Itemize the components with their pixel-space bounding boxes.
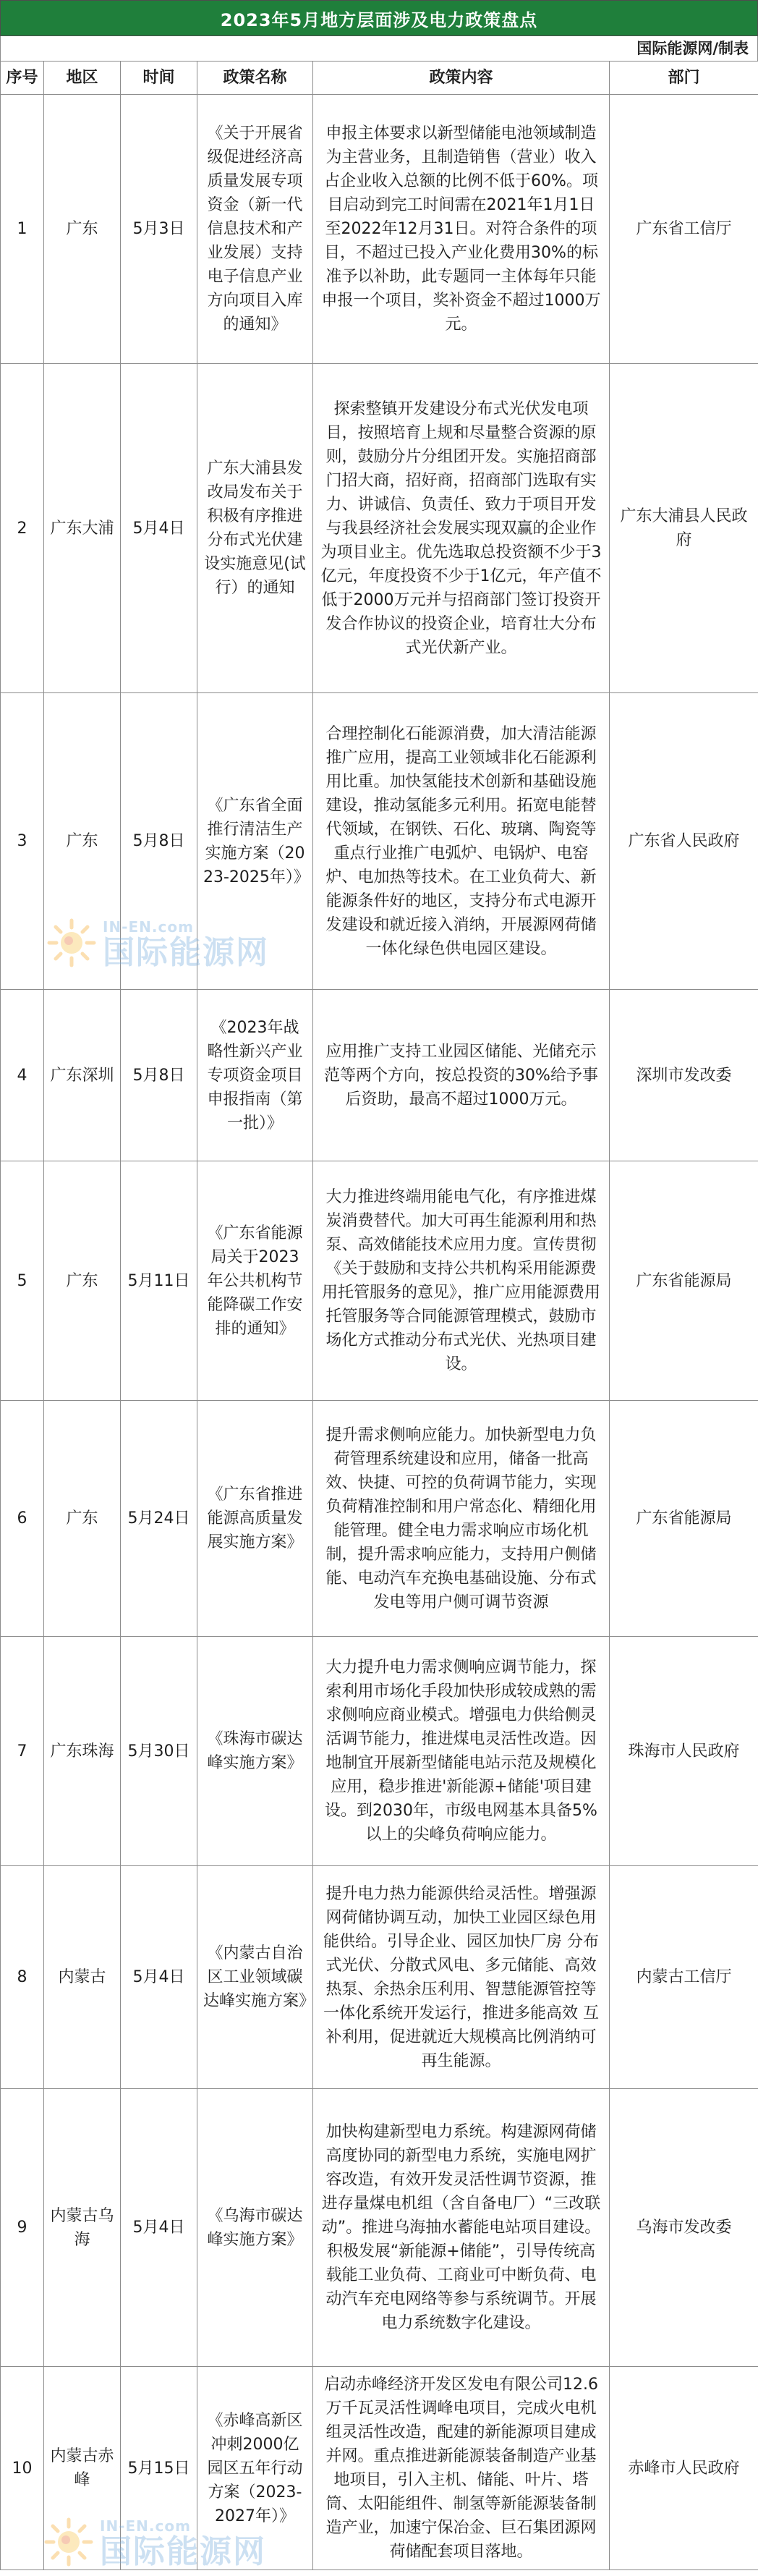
cell-policy-content: 探索整镇开发建设分布式光伏发电项目，按照培育上规和尽量整合资源的原则，鼓励分片分组团开发。实施招商部门招大商，招好商，招商部门选取有实力、讲诚信、负责任、致力于项目开发与我县经济社会发展实现双赢的企业作为项目业主。优先选取总投资额不少于3亿元，年度投资不少于1亿元，年产值不低于2000万元并与招商部门签订投资开发合作协议的投资企业，培育壮大分布式光伏新产业。 <box>313 364 610 693</box>
cell-policy-name: 《2023年战略性新兴产业专项资金项目申报指南（第一批）》 <box>197 990 313 1161</box>
page-title: 2023年5月地方层面涉及电力政策盘点 <box>0 0 758 36</box>
table-row <box>1 2089 758 2367</box>
cell-region: 广东 <box>44 1401 121 1637</box>
cell-date: 5月24日 <box>121 1401 197 1637</box>
cell-policy-content: 申报主体要求以新型储能电池领域制造为主营业务，且制造销售（营业）收入占企业收入总额的比例不低于60%。项目启动到完工时间需在2021年1月1日至2022年12月31日。对符合条件的项目，不超过已投入产业化费用30%的标准予以补助，此专题同一主体每年只能申报一个项目，奖补资金不超过1000万元。 <box>313 95 610 364</box>
cell-date: 5月8日 <box>121 990 197 1161</box>
cell-region: 广东大浦 <box>44 364 121 693</box>
cell-policy-content: 提升需求侧响应能力。加快新型电力负荷管理系统建设和应用，储备一批高效、快捷、可控的负荷调节能力，实现负荷精准控制和用户常态化、精细化用能管理。健全电力需求响应市场化机制，提升需求响应能力，支持用户侧储能、电动汽车充换电基础设施、分布式发电等用户侧可调节资源 <box>313 1401 610 1637</box>
cell-department: 内蒙古工信厅 <box>610 1866 758 2089</box>
cell-date: 5月4日 <box>121 1866 197 2089</box>
cell-region: 广东深圳 <box>44 990 121 1161</box>
cell-date: 5月15日 <box>121 2367 197 2570</box>
cell-policy-content: 启动赤峰经济开发区发电有限公司12.6万千瓦灵活性调峰电项目，完成火电机组灵活性改造，配建的新能源项目建成并网。重点推进新能源装备制造产业基地项目，引入主机、储能、叶片、塔筒、太阳能组件、制氢等新能源装备制造产业，加速宁保冶金、巨石集团源网荷储配套项目落地。 <box>313 2367 610 2570</box>
header-policy-content: 政策内容 <box>313 62 610 95</box>
cell-date: 5月3日 <box>121 95 197 364</box>
cell-index: 3 <box>1 693 44 990</box>
cell-index: 4 <box>1 990 44 1161</box>
cell-index: 5 <box>1 1161 44 1401</box>
cell-policy-name: 《广东省全面推行清洁生产实施方案（2023-2025年）》 <box>197 693 313 990</box>
cell-region: 广东 <box>44 95 121 364</box>
cell-department: 赤峰市人民政府 <box>610 2367 758 2570</box>
cell-policy-name: 《赤峰高新区冲刺2000亿园区五年行动方案（2023-2027年）》 <box>197 2367 313 2570</box>
cell-index: 1 <box>1 95 44 364</box>
cell-policy-name: 《关于开展省级促进经济高质量发展专项资金（新一代信息技术和产业发展）支持电子信息产业方向项目入库的通知》 <box>197 95 313 364</box>
watermark-en: IN-EN.com <box>103 918 194 936</box>
cell-policy-content: 大力提升电力需求侧响应调节能力，探索利用市场化手段加快形成较成熟的需求侧响应商业模式。增强电力供给侧灵活调节能力，推进煤电灵活性改造。因地制宜开展新型储能电站示范及规模化应用，稳步推进'新能源+储能'项目建设。到2030年，市级电网基本具备5%以上的尖峰负荷响应能力。 <box>313 1637 610 1866</box>
table-row <box>1 1161 758 1401</box>
table-header-row <box>1 62 758 95</box>
table-row <box>1 95 758 364</box>
cell-policy-name: 广东大浦县发改局发布关于积极有序推进分布式光伏建设实施意见(试行）的通知 <box>197 364 313 693</box>
table-row <box>1 2367 758 2570</box>
cell-date: 5月8日 <box>121 693 197 990</box>
cell-department: 广东大浦县人民政府 <box>610 364 758 693</box>
header-index: 序号 <box>1 62 44 95</box>
cell-department: 广东省工信厅 <box>610 95 758 364</box>
cell-department: 珠海市人民政府 <box>610 1637 758 1866</box>
cell-region: 内蒙古 <box>44 1866 121 2089</box>
cell-policy-content: 提升电力热力能源供给灵活性。增强源网荷储协调互动，加快工业园区绿色用能供给。引导企业、园区加快厂房 分布式光伏、分散式风电、多元储能、高效热泵、余热余压利用、智慧能源管控等一体化系统开发运行，推进多能高效 互补利用，促进就近大规模高比例消纳可再生能源。 <box>313 1866 610 2089</box>
watermark-cn: 国际能源网 <box>103 934 269 971</box>
watermark-cn: 国际能源网 <box>100 2533 266 2570</box>
cell-policy-name: 《乌海市碳达峰实施方案》 <box>197 2089 313 2367</box>
header-region: 地区 <box>44 62 121 95</box>
table-row <box>1 1637 758 1866</box>
cell-policy-content: 应用推广支持工业园区储能、光储充示范等两个方向，按总投资的30%给予事后资助，最高不超过1000万元。 <box>313 990 610 1161</box>
cell-department: 深圳市发改委 <box>610 990 758 1161</box>
watermark-en: IN-EN.com <box>100 2517 191 2535</box>
cell-department: 广东省人民政府 <box>610 693 758 990</box>
cell-department: 乌海市发改委 <box>610 2089 758 2367</box>
cell-policy-name: 《广东省推进能源高质量发展实施方案》 <box>197 1401 313 1637</box>
cell-region: 广东 <box>44 1161 121 1401</box>
cell-index: 6 <box>1 1401 44 1637</box>
cell-index: 7 <box>1 1637 44 1866</box>
cell-index: 10 <box>1 2367 44 2570</box>
cell-date: 5月4日 <box>121 2089 197 2367</box>
cell-policy-content: 大力推进终端用能电气化，有序推进煤炭消费替代。加大可再生能源利用和热泵、高效储能技术应用力度。宣传贯彻《关于鼓励和支持公共机构采用能源费用托管服务的意见》，推广应用能源费用托管服务等合同能源管理模式，鼓励市场化方式推动分布式光伏、光热项目建设。 <box>313 1161 610 1401</box>
table-row <box>1 364 758 693</box>
cell-index: 8 <box>1 1866 44 2089</box>
cell-region: 内蒙古乌海 <box>44 2089 121 2367</box>
cell-policy-name: 《广东省能源局关于2023年公共机构节能降碳工作安排的通知》 <box>197 1161 313 1401</box>
cell-policy-name: 《内蒙古自治区工业领域碳达峰实施方案》 <box>197 1866 313 2089</box>
cell-date: 5月4日 <box>121 364 197 693</box>
cell-region: 广东珠海 <box>44 1637 121 1866</box>
cell-index: 2 <box>1 364 44 693</box>
cell-policy-name: 《珠海市碳达峰实施方案》 <box>197 1637 313 1866</box>
credit-label: 国际能源网/制表 <box>0 36 758 61</box>
cell-region: 内蒙古赤峰 <box>44 2367 121 2570</box>
cell-date: 5月30日 <box>121 1637 197 1866</box>
cell-date: 5月11日 <box>121 1161 197 1401</box>
cell-region: 广东 <box>44 693 121 990</box>
cell-department: 广东省能源局 <box>610 1161 758 1401</box>
table-row <box>1 990 758 1161</box>
cell-policy-content: 合理控制化石能源消费，加大清洁能源推广应用，提高工业领域非化石能源利用比重。加快氢能技术创新和基础设施建设，推动氢能多元利用。拓宽电能替代领域，在钢铁、石化、玻璃、陶瓷等重点行业推广电弧炉、电锅炉、电窑炉、电加热等技术。在工业负荷大、新能源条件好的地区，支持分布式电源开发建设和就近接入消纳，开展源网荷储一体化绿色供电园区建设。 <box>313 693 610 990</box>
table-row <box>1 693 758 990</box>
header-department: 部门 <box>610 62 758 95</box>
header-date: 时间 <box>121 62 197 95</box>
cell-department: 广东省能源局 <box>610 1401 758 1637</box>
table-row <box>1 1866 758 2089</box>
policy-table <box>0 61 758 2570</box>
header-policy-name: 政策名称 <box>197 62 313 95</box>
cell-policy-content: 加快构建新型电力系统。构建源网荷储高度协同的新型电力系统，实施电网扩容改造，有效开发灵活性调节资源，推进存量煤电机组（含自备电厂）“三改联动”。推进乌海抽水蓄能电站项目建设。积极发展“新能源+储能”，引导传统高载能工业负荷、工商业可中断负荷、电动汽车充电网络等参与系统调节。开展电力系统数字化建设。 <box>313 2089 610 2367</box>
table-row <box>1 1401 758 1637</box>
cell-index: 9 <box>1 2089 44 2367</box>
